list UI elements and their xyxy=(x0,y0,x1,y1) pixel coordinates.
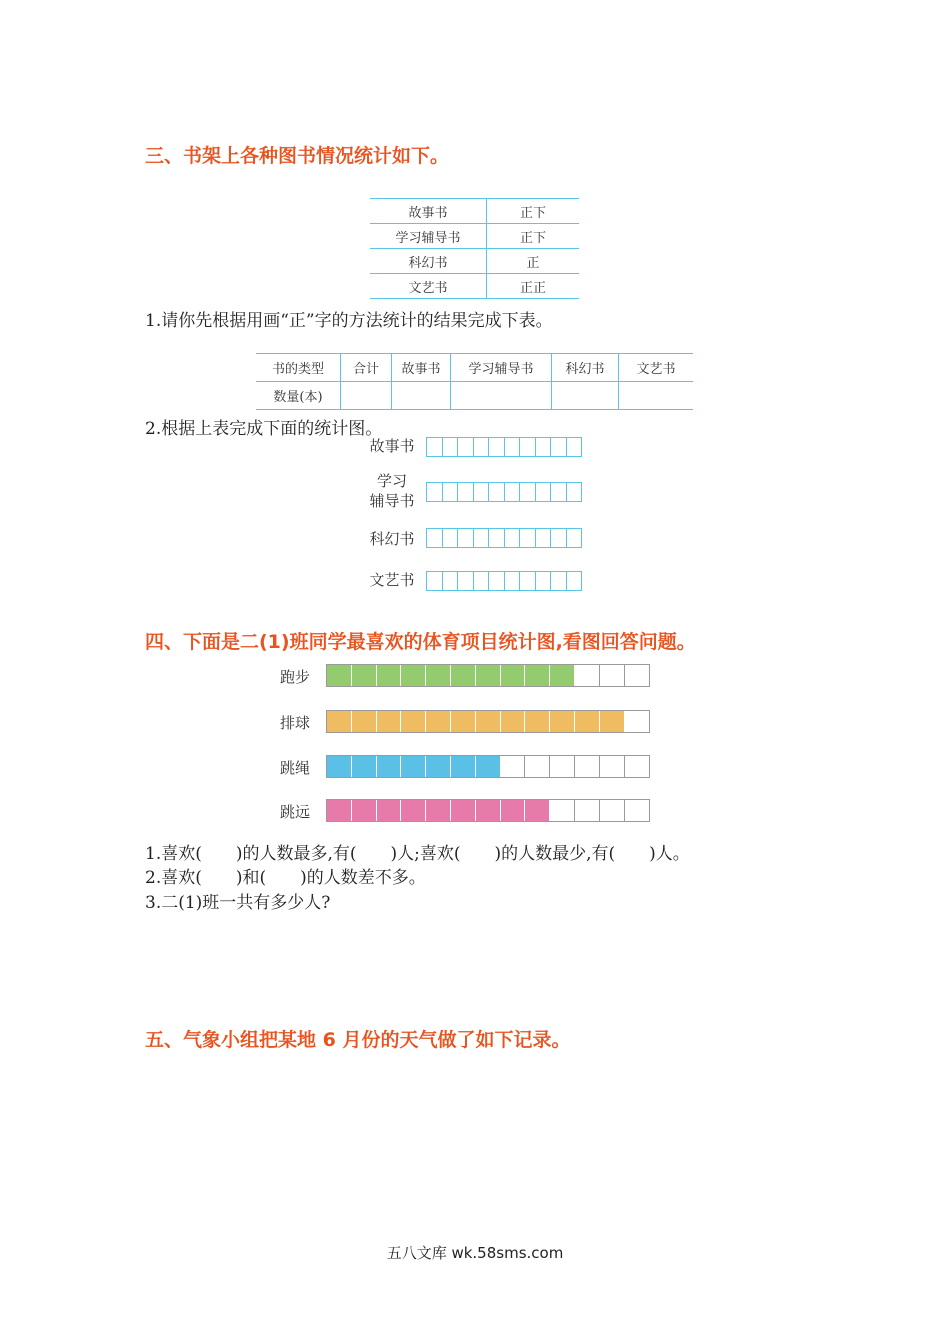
grid-label: 故事书 xyxy=(369,437,415,455)
grid-cell[interactable] xyxy=(520,529,536,547)
bar-filled-cell xyxy=(327,711,352,732)
bar-row xyxy=(326,755,650,778)
grid-cell[interactable] xyxy=(567,572,582,590)
grid-cell[interactable] xyxy=(505,529,521,547)
tally-mark: 正正 xyxy=(487,274,580,299)
section5-heading: 五、气象小组把某地 6 月份的天气做了如下记录。 xyxy=(145,1029,571,1051)
grid-cell[interactable] xyxy=(505,483,521,501)
grid-cell[interactable] xyxy=(551,572,567,590)
section4-heading: 四、下面是二(1)班同学最喜欢的体育项目统计图,看图回答问题。 xyxy=(145,631,696,653)
grid-cell[interactable] xyxy=(536,572,552,590)
grid-cell[interactable] xyxy=(458,529,474,547)
bar-filled-cell xyxy=(377,665,402,686)
grid-label-line: 学习 xyxy=(376,472,407,490)
bar-filled-cell xyxy=(451,711,476,732)
grid-cell[interactable] xyxy=(443,438,459,456)
grid-cell[interactable] xyxy=(567,438,582,456)
bar-filled-cell xyxy=(352,711,377,732)
bar-empty-cell xyxy=(600,756,625,777)
grid-cell[interactable] xyxy=(505,438,521,456)
bar-row xyxy=(326,799,650,822)
bar-filled-cell xyxy=(501,800,526,821)
bar-empty-cell xyxy=(625,800,650,821)
tally-label: 故事书 xyxy=(370,199,487,224)
tally-row xyxy=(370,199,579,224)
grid-row xyxy=(426,482,582,502)
grid-cell[interactable] xyxy=(443,529,459,547)
section3-heading: 三、书架上各种图书情况统计如下。 xyxy=(145,145,450,167)
grid-label xyxy=(357,471,427,511)
grid-row xyxy=(426,571,582,591)
grid-cell[interactable] xyxy=(458,438,474,456)
sports-bar-chart xyxy=(280,664,680,834)
bar-empty-cell xyxy=(575,800,600,821)
count-header: 合计 xyxy=(341,354,392,382)
count-input-cell[interactable] xyxy=(552,382,619,410)
footer-text: 五八文库 wk.58sms.com xyxy=(386,1244,564,1262)
bar-filled-cell xyxy=(501,711,526,732)
bar-filled-cell xyxy=(426,711,451,732)
bar-filled-cell xyxy=(352,756,377,777)
bar-filled-cell xyxy=(525,711,550,732)
bar-empty-cell xyxy=(501,756,526,777)
grid-cell[interactable] xyxy=(489,438,505,456)
grid-cell[interactable] xyxy=(520,438,536,456)
tally-label: 文艺书 xyxy=(370,274,487,299)
grid-cell[interactable] xyxy=(458,483,474,501)
count-header: 学习辅导书 xyxy=(451,354,552,382)
tally-mark: 正下 xyxy=(487,199,580,224)
grid-cell[interactable] xyxy=(458,572,474,590)
grid-cell[interactable] xyxy=(536,529,552,547)
count-header: 故事书 xyxy=(392,354,451,382)
grid-cell[interactable] xyxy=(474,438,490,456)
section3-question-1: 1.请你先根据用画“正”字的方法统计的结果完成下表。 xyxy=(145,311,553,331)
bar-filled-cell xyxy=(476,711,501,732)
bar-filled-cell xyxy=(327,665,352,686)
grid-cell[interactable] xyxy=(520,483,536,501)
bar-filled-cell xyxy=(550,665,575,686)
grid-cell[interactable] xyxy=(474,572,490,590)
grid-cell[interactable] xyxy=(474,483,490,501)
tally-label: 学习辅导书 xyxy=(370,224,487,249)
grid-cell[interactable] xyxy=(520,572,536,590)
bar-filled-cell xyxy=(451,800,476,821)
bar-filled-cell xyxy=(377,800,402,821)
bar-empty-cell xyxy=(550,756,575,777)
section4-question-3: 3.二(1)班一共有多少人? xyxy=(145,893,331,913)
tally-label: 科幻书 xyxy=(370,249,487,274)
bar-filled-cell xyxy=(525,800,550,821)
bar-filled-cell xyxy=(401,665,426,686)
count-row-label: 数量(本) xyxy=(256,382,341,410)
bar-filled-cell xyxy=(426,800,451,821)
grid-cell[interactable] xyxy=(489,529,505,547)
count-header: 文艺书 xyxy=(619,354,694,382)
grid-row xyxy=(426,528,582,548)
tally-table xyxy=(370,198,579,299)
bar-filled-cell xyxy=(575,711,600,732)
tally-mark: 正 xyxy=(487,249,580,274)
grid-cell[interactable] xyxy=(489,572,505,590)
grid-cell[interactable] xyxy=(551,529,567,547)
grid-cell[interactable] xyxy=(427,438,443,456)
grid-cell[interactable] xyxy=(474,529,490,547)
section4-question-2: 2.喜欢( )和( )的人数差不多。 xyxy=(145,868,426,888)
grid-cell[interactable] xyxy=(443,483,459,501)
bar-filled-cell xyxy=(550,711,575,732)
grid-cell[interactable] xyxy=(567,483,582,501)
count-input-cell[interactable] xyxy=(341,382,392,410)
bar-filled-cell xyxy=(451,665,476,686)
count-input-row xyxy=(256,382,693,410)
bar-category-label: 跳远 xyxy=(280,803,311,821)
grid-cell[interactable] xyxy=(427,483,443,501)
bar-filled-cell xyxy=(476,800,501,821)
bar-filled-cell xyxy=(451,756,476,777)
grid-label: 文艺书 xyxy=(369,571,415,589)
bar-empty-cell xyxy=(625,756,650,777)
bar-filled-cell xyxy=(327,756,352,777)
bar-row xyxy=(326,664,650,687)
bar-filled-cell xyxy=(600,711,625,732)
grid-cell[interactable] xyxy=(551,438,567,456)
grid-cell[interactable] xyxy=(536,483,552,501)
bar-filled-cell xyxy=(401,711,426,732)
bar-filled-cell xyxy=(501,665,526,686)
count-table xyxy=(256,353,693,410)
grid-cell[interactable] xyxy=(427,529,443,547)
grid-label: 科幻书 xyxy=(369,530,415,548)
bar-filled-cell xyxy=(476,756,501,777)
bar-empty-cell xyxy=(550,800,575,821)
tally-row xyxy=(370,224,579,249)
bar-filled-cell xyxy=(352,800,377,821)
bar-filled-cell xyxy=(401,800,426,821)
tally-row xyxy=(370,274,579,299)
count-header: 科幻书 xyxy=(552,354,619,382)
grid-cell[interactable] xyxy=(536,438,552,456)
bar-filled-cell xyxy=(476,665,501,686)
bar-empty-cell xyxy=(600,665,625,686)
grid-cell[interactable] xyxy=(427,572,443,590)
bar-filled-cell xyxy=(525,665,550,686)
bar-filled-cell xyxy=(327,800,352,821)
bar-empty-cell xyxy=(625,711,650,732)
bar-filled-cell xyxy=(401,756,426,777)
grid-cell[interactable] xyxy=(567,529,582,547)
grid-cell[interactable] xyxy=(443,572,459,590)
bar-filled-cell xyxy=(426,665,451,686)
section3-question-2: 2.根据上表完成下面的统计图。 xyxy=(145,419,383,439)
count-header: 书的类型 xyxy=(256,354,341,382)
bar-filled-cell xyxy=(377,711,402,732)
grid-cell[interactable] xyxy=(505,572,521,590)
count-input-cell[interactable] xyxy=(619,382,694,410)
grid-cell[interactable] xyxy=(489,483,505,501)
bar-filled-cell xyxy=(377,756,402,777)
bar-filled-cell xyxy=(352,665,377,686)
count-input-cell[interactable] xyxy=(392,382,451,410)
tally-mark: 正下 xyxy=(487,224,580,249)
bar-filled-cell xyxy=(426,756,451,777)
bar-empty-cell xyxy=(575,665,600,686)
bar-category-label: 排球 xyxy=(280,714,311,732)
grid-label-line: 辅导书 xyxy=(369,492,415,510)
section4-question-1: 1.喜欢( )的人数最多,有( )人;喜欢( )的人数最少,有( )人。 xyxy=(145,844,690,864)
bar-row xyxy=(326,710,650,733)
bar-category-label: 跳绳 xyxy=(280,759,311,777)
bar-empty-cell xyxy=(600,800,625,821)
grid-cell[interactable] xyxy=(551,483,567,501)
count-header-row xyxy=(256,354,693,382)
grid-row xyxy=(426,437,582,457)
bar-empty-cell xyxy=(525,756,550,777)
bar-category-label: 跑步 xyxy=(280,668,311,686)
tally-row xyxy=(370,249,579,274)
bar-empty-cell xyxy=(575,756,600,777)
count-input-cell[interactable] xyxy=(451,382,552,410)
bar-empty-cell xyxy=(625,665,650,686)
